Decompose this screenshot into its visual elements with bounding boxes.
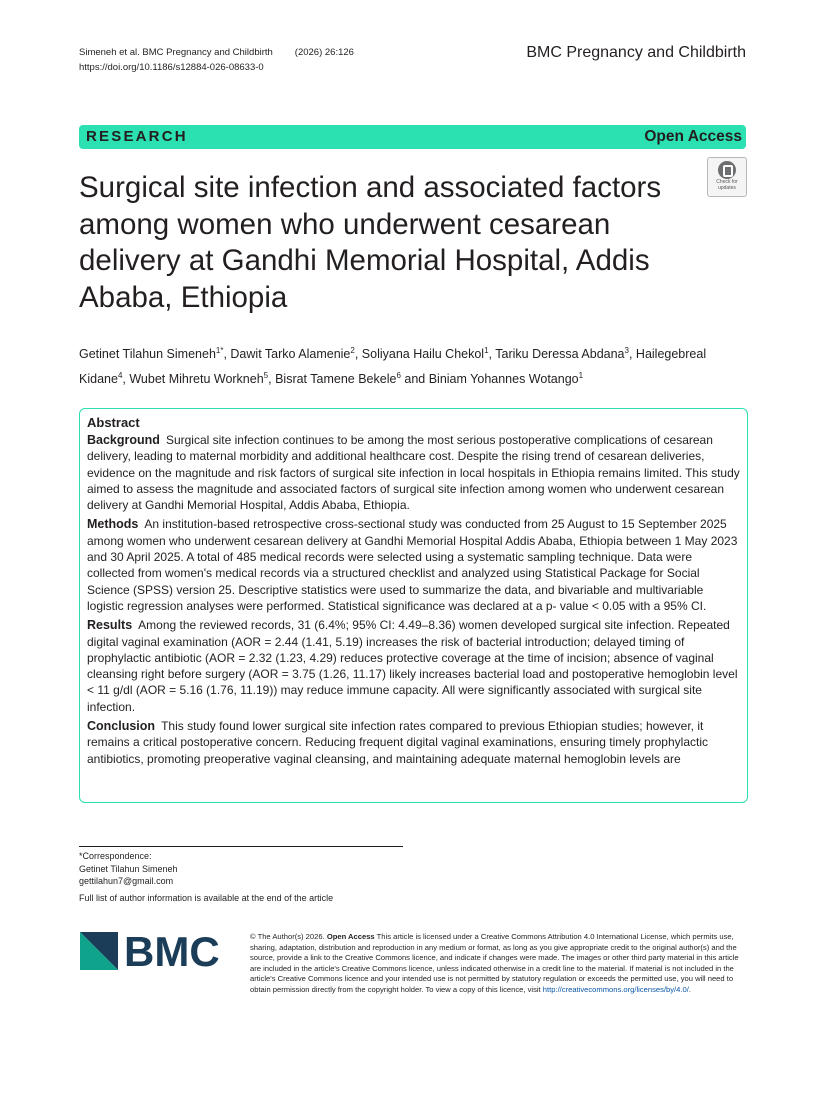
author-affiliation: 1	[578, 371, 584, 381]
author-separator: ,	[354, 347, 362, 362]
article-type-banner	[79, 125, 746, 149]
abstract-heading: Abstract	[87, 415, 140, 430]
footnote-divider	[79, 846, 403, 847]
doi-link[interactable]: https://doi.org/10.1186/s12884-026-08633-0	[79, 62, 264, 73]
journal-name: BMC Pregnancy and Childbirth	[526, 44, 746, 61]
logo-text: BMC	[124, 932, 220, 970]
author-affiliation: 2	[350, 346, 355, 355]
author-list	[79, 340, 749, 390]
author-affiliation: 4	[117, 371, 123, 381]
abstract-background: Background Surgical site infection continues to be among the most serious postoperative complications of cesarean delivery, leading to maternal morbidity and additional healthcare cost. Despite the rising trend of cesarean deliveries, evidence on the magnitude and risk factors of surgical site infection in local hospitals in Ethiopia remains limited. This study aimed to assess the magnitude and associated factors of surgical site infection among women who underwent cesarean delivery at Gandhi Memorial Hospital, Addis Ababa, Ethiopia.	[87, 433, 740, 513]
check-for-updates-badge[interactable]: Check for updates	[707, 157, 747, 197]
author-separator: ,	[223, 347, 231, 362]
author-name: Soliyana Hailu Chekol	[361, 347, 485, 362]
bookmark-icon	[718, 161, 736, 179]
author-name: Dawit Tarko Alamenie	[230, 347, 351, 362]
author-name: Wubet Mihretu Workneh	[129, 372, 264, 387]
abstract-results: Results Among the reviewed records, 31 (6.4%; 95% CI: 4.49–8.36) women developed surgical site infection. Repeated digital vaginal examination (AOR = 2.44 (1.41, 5.19) increases the risk of bacterial introduction; delayed timing of prophylactic antibiotic (AOR = 2.32 (1.23, 4.29) reduces protective coverage at the time of incision; absence of vaginal cleansing right before surgery (AOR = 3.75 (1.26, 11.17) likely increases bacterial load and postoperative hemoglobin level < 11 g/dl (AOR = 5.16 (1.76, 11.19)) may reduce immune capacity. All were significantly associated with surgical site infection.	[87, 618, 738, 714]
author-name: Tariku Deressa Abdana	[495, 347, 625, 362]
author-name: Hailegebreal Kidane	[79, 347, 707, 387]
author-info-note: Full list of author information is available at the end of the article	[79, 893, 334, 903]
open-access-label: Open Access	[644, 128, 742, 145]
author-separator: ,	[628, 347, 636, 362]
correspondence-email[interactable]: gettilahun7@gmail.com	[79, 876, 174, 886]
author-affiliation: 5	[263, 371, 269, 381]
author-separator: ,	[488, 347, 496, 362]
article-type-label: RESEARCH	[86, 128, 188, 145]
bmc-logo	[80, 932, 232, 970]
abstract-methods: Methods An institution-based retrospective cross-sectional study was conducted from 25 August to 15 September 2025 among women who underwent cesarean delivery at Gandhi Memorial Hospital Addis Ababa, Ethiopia between 1 May 2023 and 30 April 2025. A total of 485 medical records were selected using a systematic sampling technique. Data were collected from women's medical records via a structured checklist and analyzed using Statistical Package for Social Science (SPSS) version 25. Descriptive statistics were used to summarize the data, and bivariable and multivariable logistic regression analyses were performed. Statistical significance was declared at a p- value < 0.05 with a 95% CI.	[87, 517, 738, 613]
license-statement: © The Author(s) 2026. Open Access This article is licensed under a Creative Commons Attribution 4.0 International License, which permits use, sharing, adaptation, distribution and reproduction in any medium or format, as long as you give appropriate credit to the original author(s) and the source, provide a link to the Creative Commons licence, and indicate if changes were made. The images or other third party material in this article are included in the article's Creative Commons licence, unless indicated otherwise in a credit line to the material. If material is not included in the article's Creative Commons licence and your intended use is not permitted by statutory regulation or exceeds the permitted use, you will need to obtain permission directly from the copyright holder. To view a copy of this licence, visit http://creativecommons.org/licenses/by/4.0/.	[250, 932, 739, 994]
correspondence-name: Getinet Tilahun Simeneh	[79, 863, 178, 874]
article-title: Surgical site infection and associated factors among women who underwent cesarean delivery at Gandhi Memorial Hospital, Addis Ababa, Ethiopia	[79, 171, 662, 314]
license-link[interactable]: http://creativecommons.org/licenses/by/4.0/	[542, 984, 689, 994]
abstract-box	[79, 408, 748, 803]
citation: Simeneh et al. BMC Pregnancy and Childbirth	[79, 47, 273, 58]
author-name: Biniam Yohannes Wotango	[428, 372, 579, 387]
running-header	[79, 45, 354, 75]
author-separator: and	[400, 372, 429, 387]
correspondence: *Correspondence: Getinet Tilahun Simeneh gettilahun7@gmail.com	[79, 851, 178, 886]
author-name: Bisrat Tamene Bekele	[275, 372, 397, 387]
author-separator: ,	[122, 372, 130, 387]
author-name: Getinet Tilahun Simeneh	[79, 347, 216, 362]
author-affiliation: 3	[624, 346, 629, 355]
abstract-conclusion: Conclusion This study found lower surgical site infection rates compared to previous Ethiopian studies; however, it remains a critical postoperative concern. Reducing frequent digital vaginal examinations, ensuring timely prophylactic antibiotics, promoting preoperative vaginal cleansing, and maintaining adequate maternal hemoglobin levels are	[87, 719, 708, 766]
author-affiliation: 1	[484, 346, 489, 355]
author-affiliation: 6	[396, 371, 401, 381]
author-affiliation: 1*	[215, 346, 224, 355]
year-volume: (2026) 26:126	[294, 47, 354, 58]
author-separator: ,	[268, 372, 276, 387]
